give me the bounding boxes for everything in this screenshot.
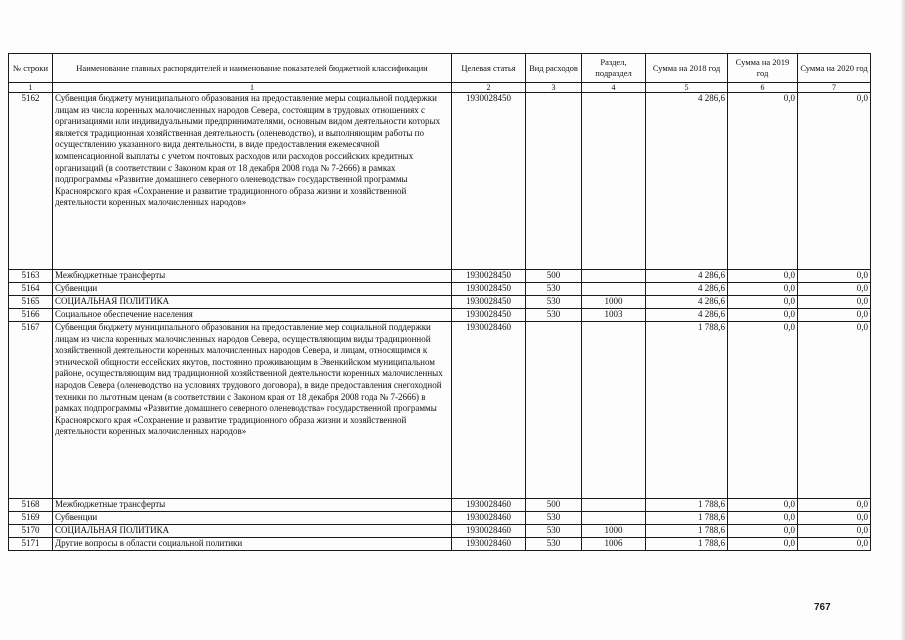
- page-number: 767: [814, 602, 831, 613]
- row-expense-type: 530: [526, 525, 582, 538]
- row-target-article: 1930028460: [452, 525, 526, 538]
- row-number: 5171: [9, 538, 53, 551]
- row-name: СОЦИАЛЬНАЯ ПОЛИТИКА: [53, 296, 452, 309]
- row-number: 5170: [9, 525, 53, 538]
- row-sum-2020: 0,0: [798, 93, 871, 270]
- row-sum-2018: 1 788,6: [646, 499, 728, 512]
- row-section: 1006: [582, 538, 646, 551]
- header-section: Раздел, подраздел: [582, 54, 646, 83]
- table-row: [9, 322, 871, 499]
- row-expense-type: [526, 93, 582, 270]
- column-number-row: [9, 83, 871, 93]
- column-number: 3: [526, 83, 582, 93]
- row-sum-2020: 0,0: [798, 499, 871, 512]
- row-name: Социальное обеспечение населения: [53, 309, 452, 322]
- row-sum-2019: 0,0: [728, 512, 798, 525]
- row-sum-2020: 0,0: [798, 283, 871, 296]
- row-name: Межбюджетные трансферты: [53, 270, 452, 283]
- row-sum-2020: 0,0: [798, 296, 871, 309]
- budget-table: [8, 53, 871, 551]
- row-sum-2020: 0,0: [798, 270, 871, 283]
- row-sum-2018: 1 788,6: [646, 322, 728, 499]
- table-row: [9, 525, 871, 538]
- table-row: [9, 270, 871, 283]
- column-number: 1: [9, 83, 53, 93]
- row-expense-type: 530: [526, 309, 582, 322]
- row-number: 5168: [9, 499, 53, 512]
- table-row: [9, 93, 871, 270]
- row-expense-type: 500: [526, 270, 582, 283]
- row-expense-type: 530: [526, 283, 582, 296]
- row-sum-2019: 0,0: [728, 538, 798, 551]
- row-sum-2019: 0,0: [728, 525, 798, 538]
- row-section: 1000: [582, 525, 646, 538]
- row-name: Другие вопросы в области социальной политики: [53, 538, 452, 551]
- row-name: Субвенция бюджету муниципального образования на предоставление мер социальной поддержки лицам из числа коренных малочисленных народов Севера, осуществляющим виды традиционной хозяйственной деятельности коренных малочисленных народов Севера, и лицам, относящимся к этнической общности ессейских якутов, постоянно проживающим в Эвенкийском муниципальном районе, осуществляющим вид традиционной хозяйственной деятельности коренных малочисленных народов Севера (оленеводство на условиях трудового договора), в виде предоставления снегоходной техники по льготным ценам (в соответствии с Законом края от 18 декабря 2008 года № 7-2666) в рамках подпрограммы «Развитие домашнего северного оленеводства» государственной программы Красноярского края «Сохранение и развитие традиционного образа жизни и хозяйственной деятельности коренных малочисленных народов»: [53, 322, 452, 499]
- row-name: Субвенции: [53, 512, 452, 525]
- header-sum-2020: Сумма на 2020 год: [798, 54, 871, 83]
- row-target-article: 1930028460: [452, 538, 526, 551]
- row-expense-type: 530: [526, 296, 582, 309]
- scan-edge-shadow: [901, 0, 905, 640]
- table-row: [9, 499, 871, 512]
- table-row: [9, 512, 871, 525]
- column-number: 4: [582, 83, 646, 93]
- row-section: [582, 322, 646, 499]
- row-name: СОЦИАЛЬНАЯ ПОЛИТИКА: [53, 525, 452, 538]
- column-number: 1: [53, 83, 452, 93]
- row-sum-2019: 0,0: [728, 283, 798, 296]
- column-number: 7: [798, 83, 871, 93]
- table-row: [9, 538, 871, 551]
- table-row: [9, 283, 871, 296]
- row-target-article: 1930028460: [452, 322, 526, 499]
- row-sum-2020: 0,0: [798, 512, 871, 525]
- column-number: 5: [646, 83, 728, 93]
- row-number: 5164: [9, 283, 53, 296]
- row-sum-2018: 4 286,6: [646, 270, 728, 283]
- row-target-article: 1930028450: [452, 270, 526, 283]
- row-sum-2020: 0,0: [798, 538, 871, 551]
- row-target-article: 1930028450: [452, 296, 526, 309]
- row-number: 5167: [9, 322, 53, 499]
- row-target-article: 1930028460: [452, 499, 526, 512]
- row-expense-type: 530: [526, 512, 582, 525]
- table-header-row: [9, 54, 871, 83]
- row-sum-2018: 4 286,6: [646, 283, 728, 296]
- row-sum-2018: 1 788,6: [646, 525, 728, 538]
- row-expense-type: [526, 322, 582, 499]
- row-sum-2019: 0,0: [728, 93, 798, 270]
- row-name: Субвенции: [53, 283, 452, 296]
- row-sum-2019: 0,0: [728, 322, 798, 499]
- row-sum-2020: 0,0: [798, 525, 871, 538]
- row-sum-2018: 4 286,6: [646, 296, 728, 309]
- row-sum-2019: 0,0: [728, 309, 798, 322]
- row-target-article: 1930028450: [452, 93, 526, 270]
- row-number: 5165: [9, 296, 53, 309]
- row-section: [582, 93, 646, 270]
- column-number: 6: [728, 83, 798, 93]
- table-row: [9, 296, 871, 309]
- row-section: [582, 283, 646, 296]
- row-number: 5169: [9, 512, 53, 525]
- row-sum-2018: 4 286,6: [646, 309, 728, 322]
- row-number: 5163: [9, 270, 53, 283]
- table-row: [9, 309, 871, 322]
- header-expense-type: Вид расходов: [526, 54, 582, 83]
- row-sum-2019: 0,0: [728, 499, 798, 512]
- row-section: 1003: [582, 309, 646, 322]
- row-sum-2018: 4 286,6: [646, 93, 728, 270]
- column-number: 2: [452, 83, 526, 93]
- row-number: 5166: [9, 309, 53, 322]
- row-name: Межбюджетные трансферты: [53, 499, 452, 512]
- row-expense-type: 530: [526, 538, 582, 551]
- row-sum-2018: 1 788,6: [646, 512, 728, 525]
- row-section: [582, 512, 646, 525]
- row-section: 1000: [582, 296, 646, 309]
- row-sum-2019: 0,0: [728, 270, 798, 283]
- row-expense-type: 500: [526, 499, 582, 512]
- row-target-article: 1930028450: [452, 283, 526, 296]
- row-name: Субвенция бюджету муниципального образования на предоставление меры социальной поддержки лицам из числа коренных малочисленных народов Севера, состоящим в трудовых отношениях с организациями или индивидуальными предпринимателями, основным видом деятельности которых является традиционная хозяйственная деятельность (оленеводство), и выполняющим работы по осуществлению указанного вида деятельности, в виде предоставления ежемесячной компенсационной выплаты с учетом почтовых расходов или расходов российских кредитных организаций (в соответствии с Законом края от 18 декабря 2008 года № 7-2666) в рамках подпрограммы «Развитие домашнего северного оленеводства» государственной программы Красноярского края «Сохранение и развитие традиционного образа жизни и хозяйственной деятельности коренных малочисленных народов»: [53, 93, 452, 270]
- header-target-article: Целевая статья: [452, 54, 526, 83]
- row-sum-2019: 0,0: [728, 296, 798, 309]
- row-section: [582, 499, 646, 512]
- row-sum-2020: 0,0: [798, 309, 871, 322]
- row-target-article: 1930028460: [452, 512, 526, 525]
- header-sum-2019: Сумма на 2019 год: [728, 54, 798, 83]
- header-name: Наименование главных распорядителей и наименование показателей бюджетной классификации: [53, 54, 452, 83]
- row-number: 5162: [9, 93, 53, 270]
- header-row-number: № строки: [9, 54, 53, 83]
- header-sum-2018: Сумма на 2018 год: [646, 54, 728, 83]
- row-sum-2020: 0,0: [798, 322, 871, 499]
- row-sum-2018: 1 788,6: [646, 538, 728, 551]
- row-target-article: 1930028450: [452, 309, 526, 322]
- row-section: [582, 270, 646, 283]
